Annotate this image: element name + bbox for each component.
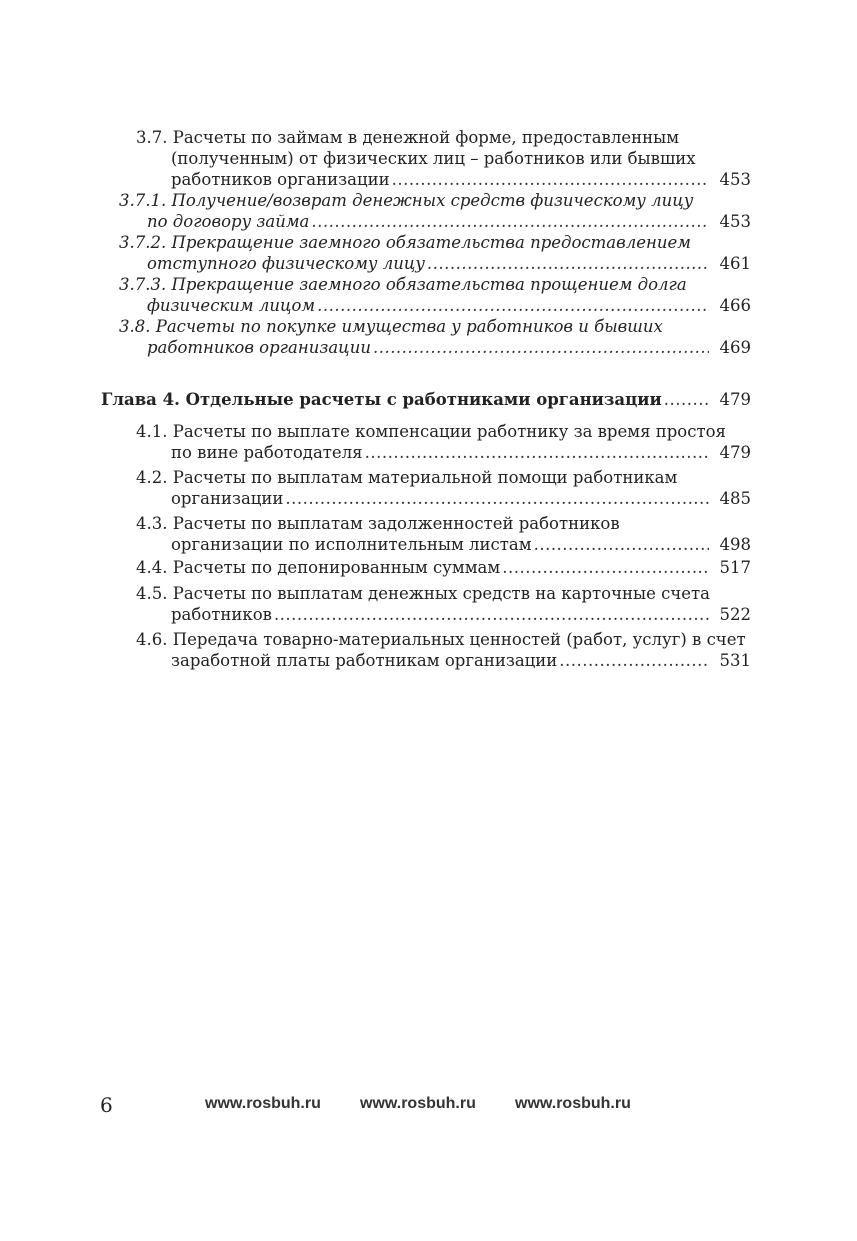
leader-dots: [534, 534, 709, 555]
toc-entry-text: по договору займа: [147, 212, 310, 231]
page-number: 498: [719, 535, 751, 554]
toc-entry-4-5-line1: [136, 583, 751, 604]
page-number: 453: [719, 170, 751, 189]
toc-entry-3-7-2-line1: [119, 232, 751, 253]
toc-entry-text: работников организации: [171, 170, 390, 189]
toc-entry-4-5-line2: [171, 604, 751, 625]
toc-entry-text: 3.8. Расчеты по покупке имущества у работников и бывших: [119, 317, 663, 336]
toc-entry-text: 4.6. Передача товарно-материальных ценностей (работ, услуг) в счет: [136, 630, 746, 649]
toc-entry-text: 4.5. Расчеты по выплатам денежных средств на карточные счета: [136, 584, 711, 603]
leader-dots: [285, 488, 709, 509]
toc-entry-3-7-line3: [171, 169, 751, 190]
page-number: 469: [719, 338, 751, 357]
toc-entry-text: 3.7. Расчеты по займам в денежной форме, предоставленным: [136, 128, 680, 147]
leader-dots: [311, 211, 709, 232]
toc-entry-4-6-line1: [136, 629, 751, 650]
toc-entry-3-7-3-line2: [147, 295, 751, 316]
toc-entry-text: 3.7.1. Получение/возврат денежных средств физическому лицу: [119, 191, 694, 210]
toc-entry-3-7-line1: [136, 127, 751, 148]
page-number: 479: [719, 390, 751, 409]
toc-entry-text: по вине работодателя: [171, 443, 363, 462]
leader-dots: [502, 557, 709, 578]
toc-chapter-4: [101, 389, 751, 410]
leader-dots: [373, 337, 709, 358]
page-number: 461: [719, 254, 751, 273]
page-number: 466: [719, 296, 751, 315]
toc-entry-text: физическим лицом: [147, 296, 316, 315]
toc-entry-4-1-line1: [136, 421, 751, 442]
toc-entry-text: (полученным) от физических лиц – работников или бывших: [171, 149, 696, 168]
toc-entry-4-4: [136, 557, 751, 578]
page-number: 531: [719, 651, 751, 670]
toc-entry-4-6-line2: [171, 650, 751, 671]
toc-entry-text: организации по исполнительным листам: [171, 535, 532, 554]
toc-entry-text: 4.3. Расчеты по выплатам задолженностей работников: [136, 514, 620, 533]
toc-entry-text: отступного физическому лицу: [147, 254, 425, 273]
toc-entry-3-7-line2: [171, 148, 751, 169]
toc-entry-3-7-3-line1: [119, 274, 751, 295]
page-number: 517: [719, 558, 751, 577]
toc-entry-3-8-line1: [119, 316, 751, 337]
toc-entry-4-1-line2: [171, 442, 751, 463]
leader-dots: [427, 253, 709, 274]
footer-page-number: 6: [100, 1093, 113, 1117]
footer-url-2[interactable]: www.rosbuh.ru: [360, 1095, 476, 1112]
page-number: 479: [719, 443, 751, 462]
toc-entry-4-3-line1: [136, 513, 751, 534]
toc-entry-text: 4.2. Расчеты по выплатам материальной помощи работникам: [136, 468, 678, 487]
toc-entry-text: заработной платы работникам организации: [171, 651, 558, 670]
toc-entry-text: 3.7.2. Прекращение заемного обязательства предоставлением: [119, 233, 691, 252]
leader-dots: [559, 650, 709, 671]
toc-entry-text: работников: [171, 605, 272, 624]
toc-entry-4-3-line2: [171, 534, 751, 555]
toc-entry-text: работников организации: [147, 338, 371, 357]
leader-dots: [317, 295, 709, 316]
chapter-title: Глава 4. Отдельные расчеты с работниками организации: [101, 390, 662, 409]
toc-entry-text: организации: [171, 489, 284, 508]
footer-url-3[interactable]: www.rosbuh.ru: [515, 1095, 631, 1112]
toc-entry-text: 3.7.3. Прекращение заемного обязательства прощением долга: [119, 275, 687, 294]
leader-dots: [274, 604, 709, 625]
toc-entry-text: 4.1. Расчеты по выплате компенсации работнику за время простоя: [136, 422, 726, 441]
page-number: 485: [719, 489, 751, 508]
page-number: 522: [719, 605, 751, 624]
page-number: 453: [719, 212, 751, 231]
toc-entry-3-7-1-line2: [147, 211, 751, 232]
leader-dots: [365, 442, 709, 463]
toc-entry-4-2-line1: [136, 467, 751, 488]
toc-entry-3-7-2-line2: [147, 253, 751, 274]
toc-entry-3-8-line2: [147, 337, 751, 358]
footer-url-1[interactable]: www.rosbuh.ru: [205, 1095, 321, 1112]
toc-entry-4-2-line2: [171, 488, 751, 509]
leader-dots: [664, 389, 709, 410]
leader-dots: [392, 169, 709, 190]
toc-entry-3-7-1-line1: [119, 190, 751, 211]
toc-entry-text: 4.4. Расчеты по депонированным суммам: [136, 558, 501, 577]
